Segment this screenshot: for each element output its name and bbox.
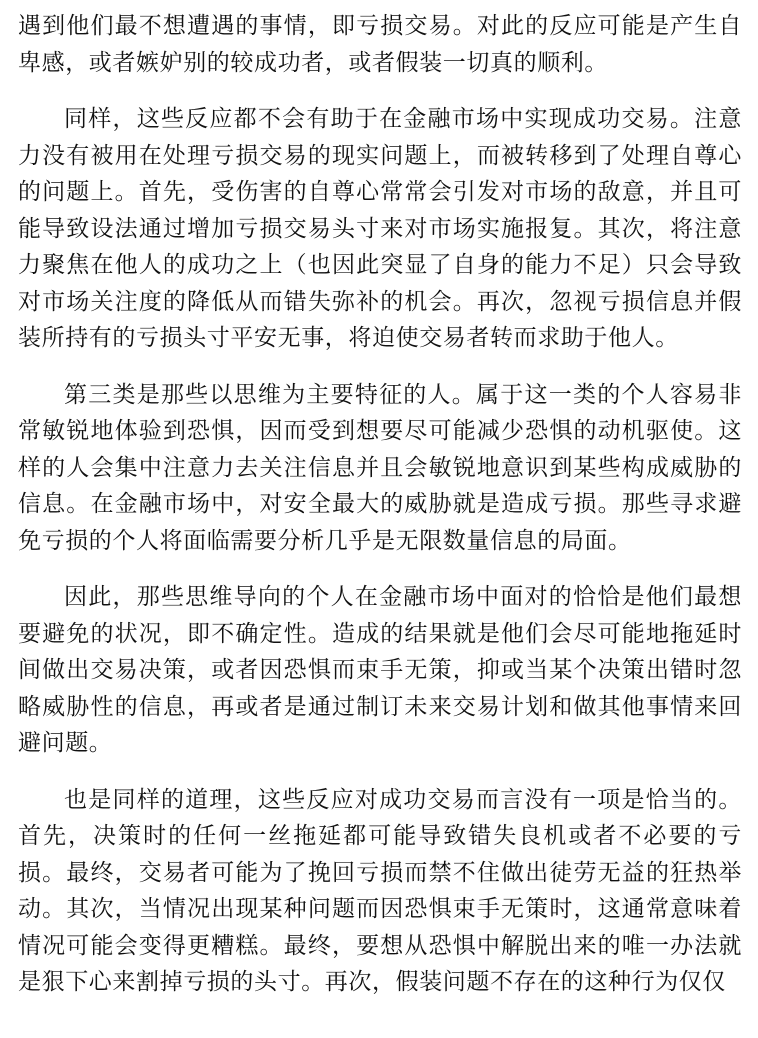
paragraph-5: 也是同样的道理，这些反应对成功交易而言没有一项是恰当的。首先，决策时的任何一丝拖延都可能导致错失良机或者不必要的亏损。最终，交易者可能为了挽回亏损而禁不住做出徒劳无益的狂热举动。其次，当情况出现某种问题而因恐惧束手无策时，这通常意味着情况可能会变得更糟糕。最终，要想从恐惧中解脱出来的唯一办法就是狠下心来割掉亏损的头寸。再次，假装问题不存在的这种行为仅仅 <box>18 786 742 995</box>
paragraph-3: 第三类是那些以思维为主要特征的人。属于这一类的个人容易非常敏锐地体验到恐惧，因而受到想要尽可能减少恐惧的动机驱使。这样的人会集中注意力去关注信息并且会敏锐地意识到某些构成威胁的信息。在金融市场中，对安全最大的威胁就是造成亏损。那些寻求避免亏损的个人将面临需要分析几乎是无限数量信息的局面。 <box>18 381 742 554</box>
paragraph-2: 同样，这些反应都不会有助于在金融市场中实现成功交易。注意力没有被用在处理亏损交易的现实问题上，而被转移到了处理自尊心的问题上。首先，受伤害的自尊心常常会引发对市场的敌意，并且可能导致设法通过增加亏损交易头寸来对市场实施报复。其次，将注意力聚焦在他人的成功之上（也因此突显了自身的能力不足）只会导致对市场关注度的降低从而错失弥补的机会。再次，忽视亏损信息并假装所持有的亏损头寸平安无事，将迫使交易者转而求助于他人。 <box>18 106 742 351</box>
document-page <box>18 8 742 1001</box>
paragraph-4: 因此，那些思维导向的个人在金融市场中面对的恰恰是他们最想要避免的状况，即不确定性。造成的结果就是他们会尽可能地拖延时间做出交易决策，或者因恐惧而束手无策，抑或当某个决策出错时忽略威胁性的信息，再或者是通过制订未来交易计划和做其他事情来回避问题。 <box>18 584 742 756</box>
paragraph-1: 遇到他们最不想遭遇的事情，即亏损交易。对此的反应可能是产生自卑感，或者嫉妒别的较成功者，或者假装一切真的顺利。 <box>18 13 742 76</box>
